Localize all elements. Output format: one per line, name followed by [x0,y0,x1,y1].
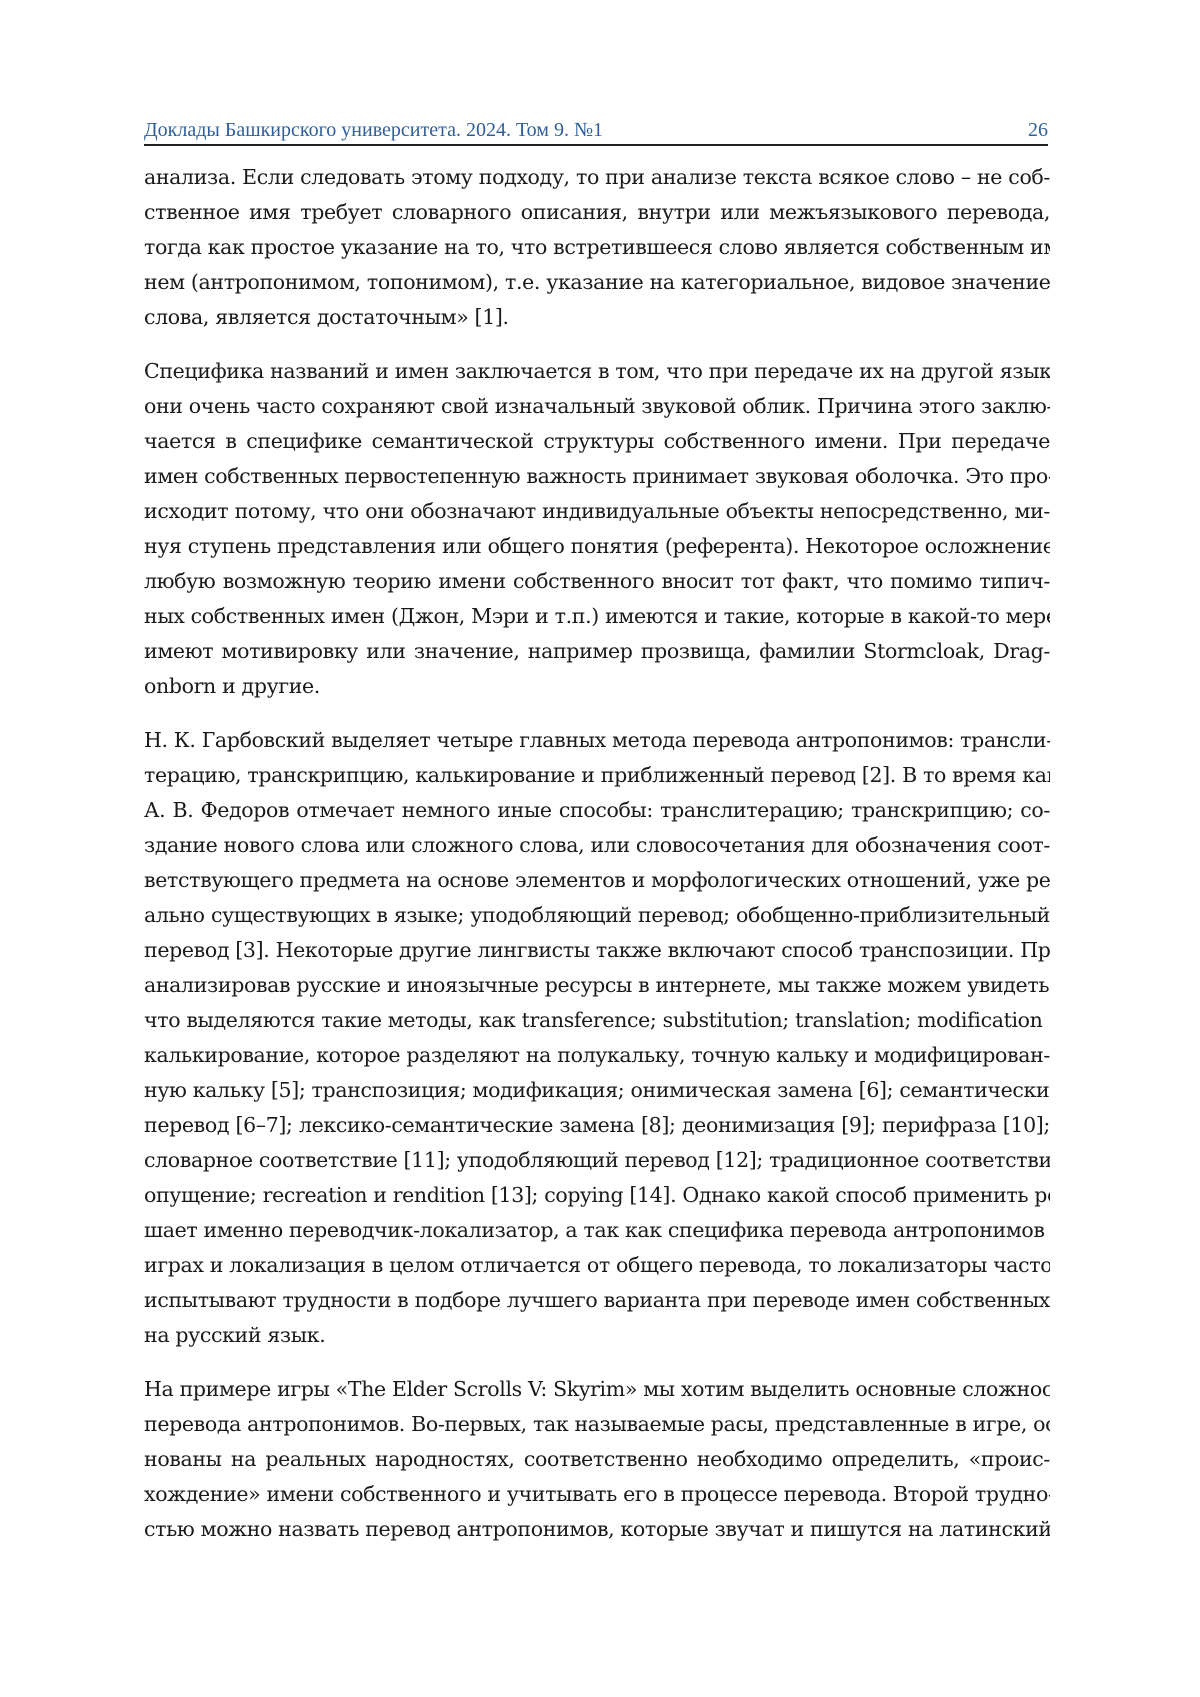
text-line: onborn и другие. [144,669,1050,704]
text-line: терацию, транскрипцию, калькирование и приближенный перевод [2]. В то время как [144,758,1050,793]
text-line: Н. К. Гарбовский выделяет четыре главных метода перевода антропонимов: трансли- [144,723,1050,758]
text-line: нованы на реальных народностях, соответственно необходимо определить, «проис- [144,1442,1050,1477]
text-line: стью можно назвать перевод антропонимов, которые звучат и пишутся на латинский [144,1512,1050,1547]
text-line: имеют мотивировку или значение, например прозвища, фамилии Stormcloak, Drag- [144,634,1050,669]
text-line: имен собственных первостепенную важность принимает звуковая оболочка. Это про- [144,459,1050,494]
text-line: Специфика названий и имен заключается в том, что при передаче их на другой язык [144,354,1050,389]
text-line: играх и локализация в целом отличается от общего перевода, то локализаторы часто [144,1248,1050,1283]
text-line: анализа. Если следовать этому подходу, то при анализе текста всякое слово – не соб- [144,160,1050,195]
text-line: ветствующего предмета на основе элементов и морфологических отношений, уже ре- [144,863,1050,898]
text-line: нуя ступень представления или общего понятия (референта). Некоторое осложнение в [144,529,1050,564]
text-line: слова, является достаточным» [1]. [144,300,1050,335]
text-line: На примере игры «The Elder Scrolls V: Skyrim» мы хотим выделить основные сложности [144,1372,1050,1407]
text-line: ально существующих в языке; уподобляющий перевод; обобщенно-приблизительный [144,898,1050,933]
text-line: ственное имя требует словарного описания, внутри или межъязыкового перевода, [144,195,1050,230]
running-header [144,116,1048,146]
paragraph-4 [144,1372,1050,1547]
text-line: они очень часто сохраняют свой изначальный звуковой облик. Причина этого заклю- [144,389,1050,424]
text-line: чается в специфике семантической структуры собственного имени. При передаче [144,424,1050,459]
text-line: калькирование, которое разделяют на полукальку, точную кальку и модифицирован- [144,1038,1050,1073]
text-line: что выделяются такие методы, как transference; substitution; translation; modification [4]; [144,1003,1050,1038]
text-line: тогда как простое указание на то, что встретившееся слово является собственным име- [144,230,1050,265]
text-line: перевод [3]. Некоторые другие лингвисты также включают способ транспозиции. Про- [144,933,1050,968]
text-line: перевод [6–7]; лексико-семантические замена [8]; деонимизация [9]; перифраза [10]; [144,1108,1050,1143]
text-line: испытывают трудности в подборе лучшего варианта при переводе имен собственных [144,1283,1050,1318]
text-line: любую возможную теорию имени собственного вносит тот факт, что помимо типич- [144,564,1050,599]
text-line: исходит потому, что они обозначают индивидуальные объекты непосредственно, ми- [144,494,1050,529]
text-line: анализировав русские и иноязычные ресурсы в интернете, мы также можем увидеть, [144,968,1050,1003]
paragraph-3 [144,723,1050,1353]
text-line: словарное соответствие [11]; уподобляющий перевод [12]; традиционное соответствие; [144,1143,1050,1178]
journal-title: Доклады Башкирского университета. 2024. Том 9. №1 [144,119,603,141]
paragraph-2 [144,354,1050,704]
text-line: ных собственных имен (Джон, Мэри и т.п.) имеются и такие, которые в какой-то мере [144,599,1050,634]
paragraph-1 [144,160,1050,335]
text-line: хождение» имени собственного и учитывать его в процессе перевода. Второй трудно- [144,1477,1050,1512]
journal-page [0,0,1200,1697]
text-line: на русский язык. [144,1318,1050,1353]
text-line: шает именно переводчик-локализатор, а так как специфика перевода антропонимов в [144,1213,1050,1248]
text-line: перевода антропонимов. Во-первых, так называемые расы, представленные в игре, ос- [144,1407,1050,1442]
article-body [144,160,1050,1566]
text-line: здание нового слова или сложного слова, или словосочетания для обозначения соот- [144,828,1050,863]
text-line: опущение; recreation и rendition [13]; copying [14]. Однако какой способ применить ре- [144,1178,1050,1213]
page-number: 26 [1028,119,1048,141]
text-line: нем (антропонимом, топонимом), т.е. указание на категориальное, видовое значение [144,265,1050,300]
text-line: А. В. Федоров отмечает немного иные способы: транслитерацию; транскрипцию; со- [144,793,1050,828]
text-line: ную кальку [5]; транспозиция; модификация; онимическая замена [6]; семантический [144,1073,1050,1108]
